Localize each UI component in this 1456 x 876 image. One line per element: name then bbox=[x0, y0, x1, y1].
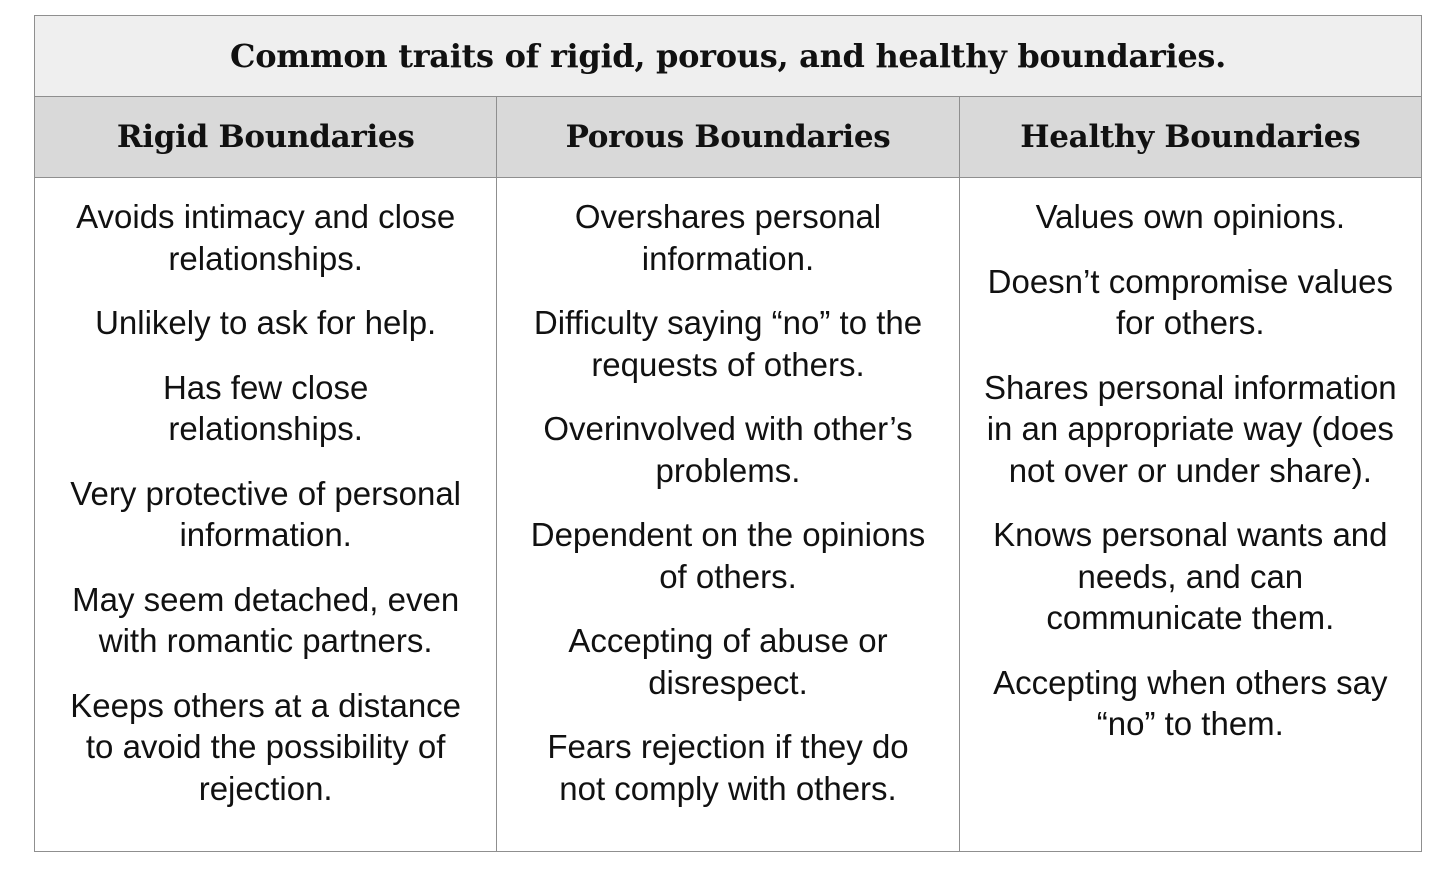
body-row bbox=[35, 178, 1421, 851]
header-row bbox=[35, 97, 1421, 178]
header-porous: Porous Boundaries bbox=[496, 97, 958, 177]
column-rigid bbox=[35, 178, 496, 851]
column-porous bbox=[496, 178, 958, 851]
trait-item: Has few close relationships. bbox=[162, 368, 369, 447]
trait-item: Difficulty saying “no” to the requests of others. bbox=[533, 304, 923, 383]
trait-item: May seem detached, even with romantic partners. bbox=[72, 580, 460, 659]
trait-item: Overinvolved with other’s problems. bbox=[543, 410, 913, 489]
header-rigid: Rigid Boundaries bbox=[116, 119, 415, 155]
trait-item: Doesn’t compromise values for others. bbox=[987, 262, 1393, 341]
trait-item: Values own opinions. bbox=[1035, 198, 1346, 235]
trait-item: Shares personal information in an appropriate way (does not over or under share). bbox=[983, 368, 1397, 489]
trait-item: Accepting of abuse or disrespect. bbox=[568, 622, 888, 701]
trait-item: Knows personal wants and needs, and can communicate them. bbox=[993, 516, 1388, 636]
trait-item: Very protective of personal information. bbox=[70, 474, 462, 553]
column-healthy bbox=[959, 178, 1421, 851]
header-healthy: Healthy Boundaries bbox=[959, 97, 1421, 177]
trait-item: Fears rejection if they do not comply with others. bbox=[547, 728, 909, 807]
trait-item: Dependent on the opinions of others. bbox=[530, 516, 926, 595]
trait-item: Accepting when others say “no” to them. bbox=[993, 663, 1388, 742]
trait-item: Avoids intimacy and close relationships. bbox=[76, 198, 456, 277]
trait-item: Unlikely to ask for help. bbox=[95, 304, 437, 341]
boundaries-table bbox=[34, 15, 1422, 852]
table-title: Common traits of rigid, porous, and healthy boundaries. bbox=[35, 16, 1421, 97]
trait-item: Overshares personal information. bbox=[574, 198, 882, 277]
trait-item: Keeps others at a distance to avoid the possibility of rejection. bbox=[70, 686, 462, 807]
